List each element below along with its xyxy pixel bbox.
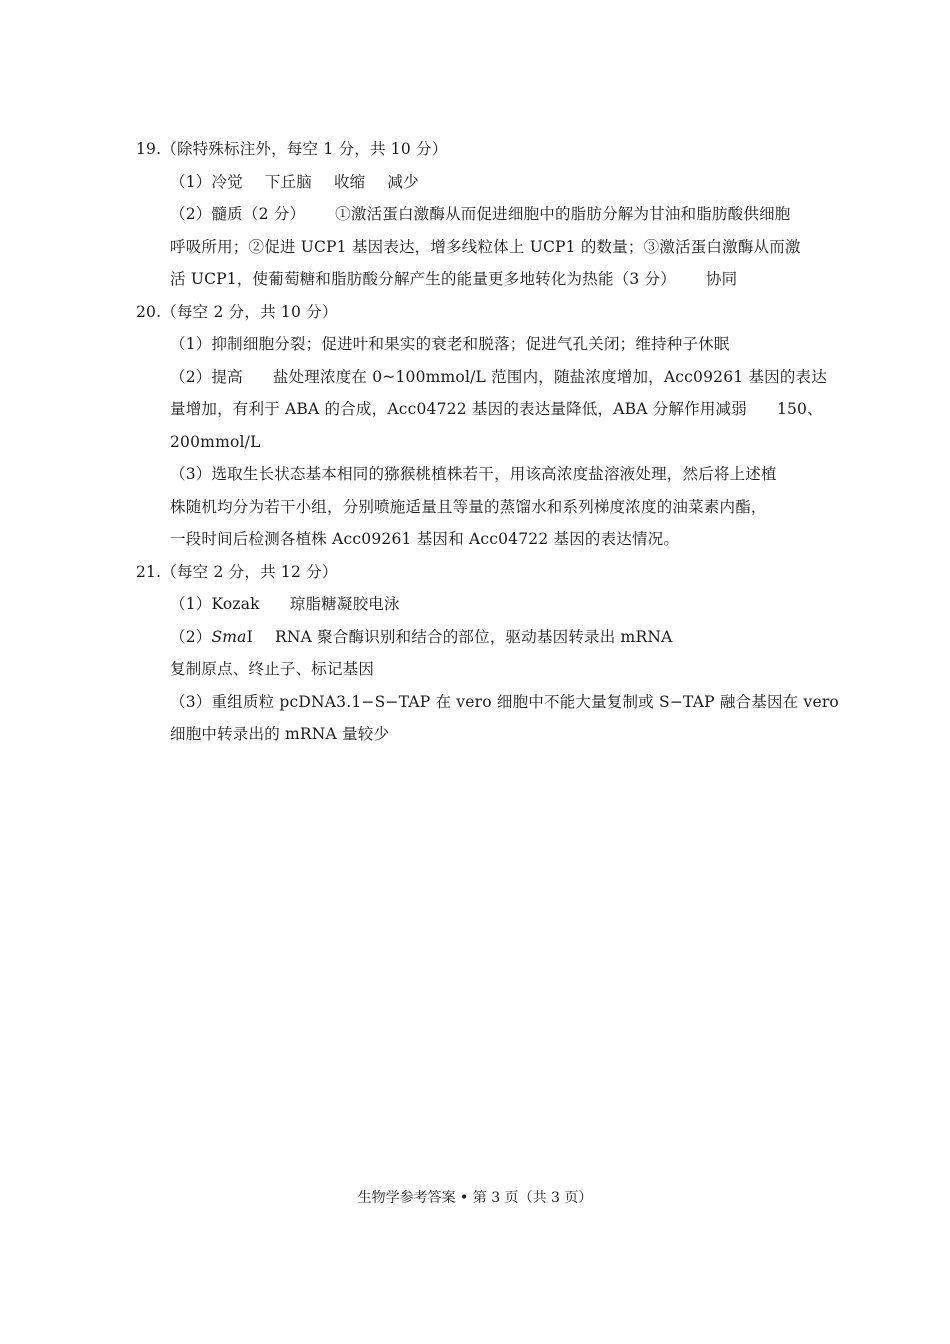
- q20-part1-answer: 抑制细胞分裂；促进叶和果实的衰老和脱落；促进气孔关闭；维持种子休眠: [211, 335, 730, 353]
- q19-header: 19.（除特殊标注外，每空 1 分，共 10 分）: [136, 140, 448, 158]
- q19-part2-answer2-line1: ①激活蛋白激酶从而促进细胞中的脂肪分解为甘油和脂肪酸供细胞: [335, 205, 791, 223]
- q20-header: 20.（每空 2 分，共 10 分）: [136, 302, 338, 321]
- q19-part2-label: （2）: [170, 205, 212, 223]
- q21-part3-label: （3）: [170, 692, 212, 711]
- q21-part2-answer2: RNA 聚合酶识别和结合的部位，驱动基因转录出 mRNA: [274, 627, 673, 646]
- q21-part3-line1: [136, 686, 839, 719]
- q20-part2-line3: 200mmol/L: [170, 432, 261, 451]
- q19-part2-answer3: 协同: [705, 270, 738, 288]
- q21-part2-answer1-numeral: Ⅰ: [246, 627, 253, 646]
- q19-part1-answer1: 冷觉: [211, 172, 243, 191]
- q20-part3-line1: [136, 458, 816, 491]
- q20-part2-answer2-line2: 量增加，有利于 ABA 的合成，Acc04722 基因的表达量降低，ABA 分解作用减弱: [170, 400, 747, 418]
- q20-part2-answer3: 150、: [776, 400, 823, 418]
- q21-part2-label: （2）: [170, 627, 212, 646]
- q19-part2-line1: [136, 198, 816, 231]
- q19-part1-answer4: 减少: [387, 172, 419, 191]
- q19-part2-line2: 呼吸所用；②促进 UCP1 基因表达，增多线粒体上 UCP1 的数量；③激活蛋白激酶从而激: [170, 237, 801, 256]
- q19-part1: [136, 166, 816, 199]
- q20-part2-label: （2）: [170, 367, 212, 386]
- q19-part2-answer1: 髓质（2 分）: [211, 205, 306, 223]
- q21-part3-answer-line1: 重组质粒 pcDNA3.1−S−TAP 在 vero 细胞中不能大量复制或 S−TAP 融合基因在 vero: [211, 692, 839, 711]
- q20-part3-label: （3）: [170, 465, 212, 483]
- q21-header: 21.（每空 2 分，共 12 分）: [136, 562, 338, 581]
- q21-part1-label: （1）: [170, 595, 212, 613]
- q20-part3-line2: 株随机均分为若干小组，分别喷施适量且等量的蒸馏水和系列梯度浓度的油菜素内酯，: [170, 497, 767, 516]
- q20-part2-line1: [136, 361, 827, 394]
- q19-part1-label: （1）: [170, 172, 212, 191]
- q21-part1-answer1: Kozak: [211, 595, 260, 613]
- q19-part2-answer2-line3: 活 UCP1，使葡萄糖和脂肪酸分解产生的能量更多地转化为热能（3 分）: [170, 270, 676, 288]
- q20-part1: [136, 328, 816, 361]
- q21-part1-answer2: 琼脂糖凝胶电泳: [289, 595, 400, 613]
- q20-part2-answer2-line1: 盐处理浓度在 0~100mmol/L 范围内，随盐浓度增加，Acc09261 基因的表达: [272, 367, 827, 386]
- q20-part2-answer1: 提高: [211, 367, 243, 386]
- q19-part1-answer2: 下丘脑: [264, 172, 312, 191]
- q20-part2-line2: [136, 393, 823, 426]
- page-footer: 生物学参考答案 • 第 3 页（共 3 页）: [357, 1190, 593, 1206]
- q21-part2-answer1-italic: Sma: [211, 627, 247, 646]
- q21-part2-line1: [136, 621, 816, 654]
- q20-part1-label: （1）: [170, 335, 212, 353]
- q19-part1-answer3: 收缩: [333, 172, 366, 191]
- q20-part3-answer-line1: 选取生长状态基本相同的猕猴桃植株若干，用该高浓度盐溶液处理，然后将上述植: [211, 465, 777, 483]
- q20-part3-line3: 一段时间后检测各植株 Acc09261 基因和 Acc04722 基因的表达情况。: [170, 530, 680, 548]
- answer-content: [136, 133, 839, 751]
- q19-part2-line3: [136, 263, 816, 296]
- q21-part2-answer3: 复制原点、终止子、标记基因: [170, 660, 375, 678]
- q21-part3-line2: 细胞中转录出的 mRNA 量较少: [170, 725, 390, 743]
- q21-part1: [136, 588, 816, 621]
